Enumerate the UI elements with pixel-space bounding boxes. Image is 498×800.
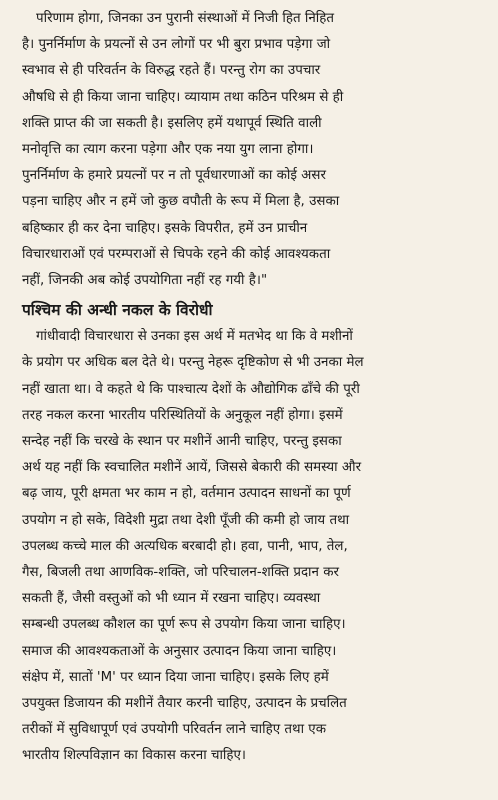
text-line: तरह नकल करना भारतीय परिस्थितियों के अनुकूल नहीं होगा। इसमें <box>22 407 343 423</box>
text-line: संक्षेप में, सातों 'M' पर ध्यान दिया जाना चाहिए। इसके लिए हमें <box>22 669 329 685</box>
text-line: औषधि से ही किया जाना चाहिए। व्यायाम तथा कठिन परिश्रम से ही <box>22 89 344 105</box>
text-line: पड़ना चाहिए और न हमें जो कुछ वपौती के रूप में मिला है, उसका <box>22 194 340 210</box>
quoted-paragraph <box>22 6 484 294</box>
text-line: भारतीय शिल्पविज्ञान का विकास करना चाहिए। <box>22 748 246 764</box>
text-line: सन्देह नहीं कि चरखे के स्थान पर मशीनें आनी चाहिए, परन्तु इसका <box>22 434 342 450</box>
text-line: सकती हैं, जैसी वस्तुओं को भी ध्यान में रखना चाहिए। व्यवस्था <box>22 591 321 607</box>
text-line: समाज की आवश्यकताओं के अनुसार उत्पादन किया जाना चाहिए। <box>22 643 337 659</box>
text-line: गैस, बिजली तथा आणविक-शक्ति, जो परिचालन-शक्ति प्रदान कर <box>22 565 339 581</box>
text-line: बढ़ जाय, पूरी क्षमता भर काम न हो, वर्तमान उत्पादन साधनों का पूर्ण <box>22 486 351 502</box>
text-line: सम्बन्धी उपलब्ध कौशल का पूर्ण रूप से उपयोग किया जाना चाहिए। <box>22 617 346 633</box>
text-line: स्वभाव से ही परिवर्तन के विरुद्ध रहते हैं। परन्तु रोग का उपचार <box>22 63 321 79</box>
text-line: उपयुक्त डिजायन की मशीनें तैयार करनी चाहिए, उत्पादन के प्रचलित <box>22 696 347 712</box>
text-line: गांधीवादी विचारधारा से उनका इस अर्थ में मतभेद था कि वे मशीनों <box>36 329 353 345</box>
text-line: नहीं, जिनकी अब कोई उपयोगिता नहीं रह गयी है।" <box>22 273 268 289</box>
section-paragraph <box>22 324 484 769</box>
text-line: तरीकों में सुविधापूर्ण एवं उपयोगी परिवर्तन लाने चाहिए तथा एक <box>22 722 326 738</box>
text-line: विचारधाराओं एवं परम्पराओं से चिपके रहने की कोई आवश्यकता <box>22 246 331 262</box>
text-line: मनोवृत्ति का त्याग करना पड़ेगा और एक नया युग लाना होगा। <box>22 142 314 158</box>
text-line: उपलब्ध कच्चे माल की अत्यधिक बरबादी हो। हवा, पानी, भाप, तेल, <box>22 538 348 554</box>
text-line: अर्थ यह नहीं कि स्वचालित मशीनें आयें, जिससे बेकारी की समस्या और <box>22 460 362 476</box>
text-line: उपयोग न हो सके, विदेशी मुद्रा तथा देशी पूँजी की कमी हो जाय तथा <box>22 512 350 528</box>
text-line: के प्रयोग पर अधिक बल देते थे। परन्तु नेहरू दृष्टिकोण से भी उनका मेल <box>22 355 364 371</box>
text-line: पुनर्निर्माण के हमारे प्रयत्नों पर न तो पूर्वधारणाओं का कोई असर <box>22 168 326 184</box>
text-line: शक्ति प्राप्त की जा सकती है। इसलिए हमें यथापूर्व स्थिति वाली <box>22 115 322 131</box>
text-line: बहिष्कार ही कर देना चाहिए। इसके विपरीत, हमें उन प्राचीन <box>22 220 308 236</box>
text-line: है। पुनर्निर्माण के प्रयत्नों से उन लोगों पर भी बुरा प्रभाव पड़ेगा जो <box>22 37 331 53</box>
text-line: नहीं खाता था। वे कहते थे कि पाश्चात्य देशों के औद्योगिक ढाँचे की पूरी <box>22 381 360 397</box>
section-heading: पश्चिम की अन्धी नकल के विरोधी <box>22 301 213 320</box>
text-line: परिणाम होगा, जिनका उन पुरानी संस्थाओं में निजी हित निहित <box>36 11 335 26</box>
